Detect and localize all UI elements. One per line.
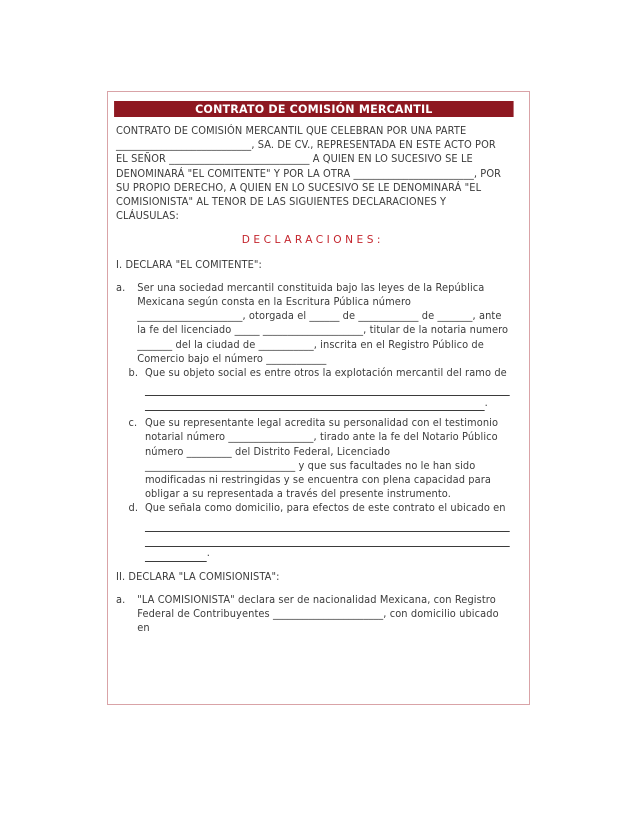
item-tag: a. [116,594,126,606]
intro-paragraph: CONTRATO DE COMISIÓN MERCANTIL QUE CELEBRAN POR UNA PARTE ___________________________, SA. DE CV., REPRESENTADA EN ESTE ACTO POR EL SEÑOR ____________________________ A QUIEN EN LO SUCESIVO SE LE DENOMINARÁ "EL COMITENTE" Y POR LA OTRA ________________________, POR SU PROPIO DERECHO, A QUIEN EN LO SUCESIVO SE LE DENOMINARÁ "EL COMISIONISTA" AL TENOR DE LAS SIGUIENTES DECLARACIONES Y CLÁUSULAS: [116,126,502,223]
item-tag: b. [128,368,139,380]
document-body [116,101,510,636]
declaration-1a [116,282,510,367]
declaration-2a [116,594,510,637]
declaration-1c [129,417,510,502]
item-text: Que señala como domicilio, para efectos de este contrato el ubicado en [144,503,506,515]
item-tag: d. [128,503,139,515]
item-tag: c. [128,418,138,430]
section-1-heading: I. DECLARA "EL COMITENTE": [116,259,262,271]
declaration-1b [129,367,510,411]
item-tag: a. [116,282,126,294]
blank-line [145,550,207,562]
item-text: "LA COMISIONISTA" declara ser de nacionalidad Mexicana, con Registro Federal de Contribuyentes ______________________, con domicilio ubicado en [137,594,499,635]
blank-line [145,535,510,547]
declaration-1d [129,502,510,561]
section-2-heading: II. DECLARA "LA COMISIONISTA": [116,571,280,583]
blank-line [145,399,485,411]
item-text: Que su representante legal acredita su personalidad con el testimonio notarial número _________________, tirado ante la fe del Notario Público número _________ del Distrito Federal, Licenciado ______________________________ y que sus facultades no le han sido modificadas ni restringidas y se encuentra con plena capacidad para obligar a su representada a través del presente instrumento. [144,418,499,501]
blank-line [145,384,510,396]
item-end: . [206,548,210,560]
item-text: Ser una sociedad mercantil constituida bajo las leyes de la República Mexicana según consta en la Escritura Pública número _____________________, otorgada el ______ de ____________ de _______, ante la fe del licenciado _____ ____________________, titular de la notaria numero _______ del la ciudad de ___________, inscrita en el Registro Público de Comercio bajo el número ____________ [137,282,509,365]
declaraciones-heading: DECLARACIONES: [241,233,384,247]
blank-line [145,520,510,532]
item-text: Que su objeto social es entre otros la explotación mercantil del ramo de [144,368,507,380]
document-title: CONTRATO DE COMISIÓN MERCANTIL [114,101,514,117]
item-end: . [484,398,488,410]
